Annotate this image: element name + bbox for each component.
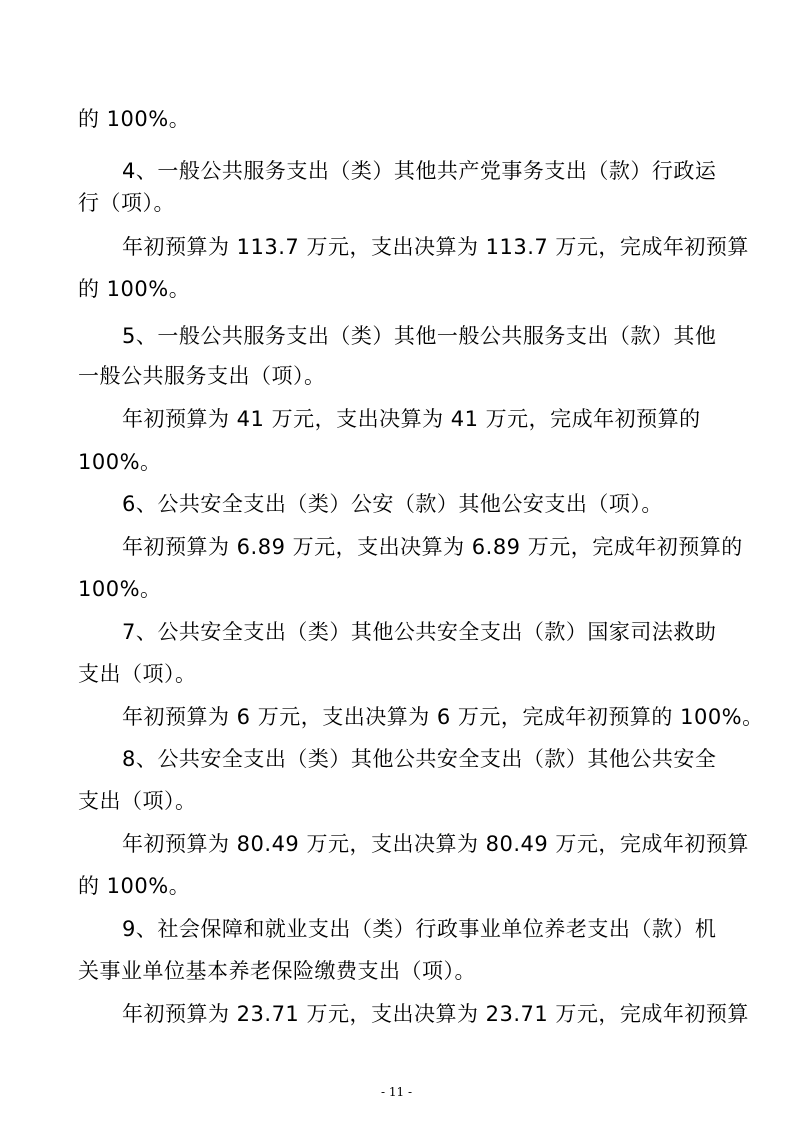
paragraph-line: 6、公共安全支出（类）公安（款）其他公安支出（项）。 [122,492,663,516]
paragraph-line: 一般公共服务支出（项）。 [78,364,326,388]
paragraph-line: 关事业单位基本养老保险缴费支出（项）。 [78,959,476,983]
paragraph-line: 100%。 [78,450,162,474]
paragraph-line: 100%。 [78,577,162,601]
paragraph-line: 年初预算为 113.7 万元，支出决算为 113.7 万元，完成年初预算 [122,235,749,259]
paragraph-line: 支出（项）。 [78,789,197,813]
paragraph-line: 年初预算为 6.89 万元，支出决算为 6.89 万元，完成年初预算的 [122,535,743,559]
paragraph-line: 的 100%。 [78,277,191,301]
paragraph-line: 4、一般公共服务支出（类）其他共产党事务支出（款）行政运 [122,159,717,183]
paragraph-line: 年初预算为 6 万元，支出决算为 6 万元，完成年初预算的 100%。 [122,705,764,729]
page-number: - 11 - [380,1085,412,1099]
paragraph-line: 行（项）。 [78,191,175,215]
paragraph-line: 的 100%。 [78,107,191,131]
paragraph-line: 年初预算为 41 万元，支出决算为 41 万元，完成年初预算的 [122,407,701,431]
paragraph-line: 5、一般公共服务支出（类）其他一般公共服务支出（款）其他 [122,324,717,348]
paragraph-line: 8、公共安全支出（类）其他公共安全支出（款）其他公共安全 [122,747,717,771]
paragraph-line: 7、公共安全支出（类）其他公共安全支出（款）国家司法救助 [122,620,717,644]
paragraph-line: 的 100%。 [78,874,191,898]
paragraph-line: 年初预算为 80.49 万元，支出决算为 80.49 万元，完成年初预算 [122,832,749,856]
paragraph-line: 年初预算为 23.71 万元，支出决算为 23.71 万元，完成年初预算 [122,1002,749,1026]
paragraph-line: 9、社会保障和就业支出（类）行政事业单位养老支出（款）机 [122,917,717,941]
paragraph-line: 支出（项）。 [78,662,197,686]
